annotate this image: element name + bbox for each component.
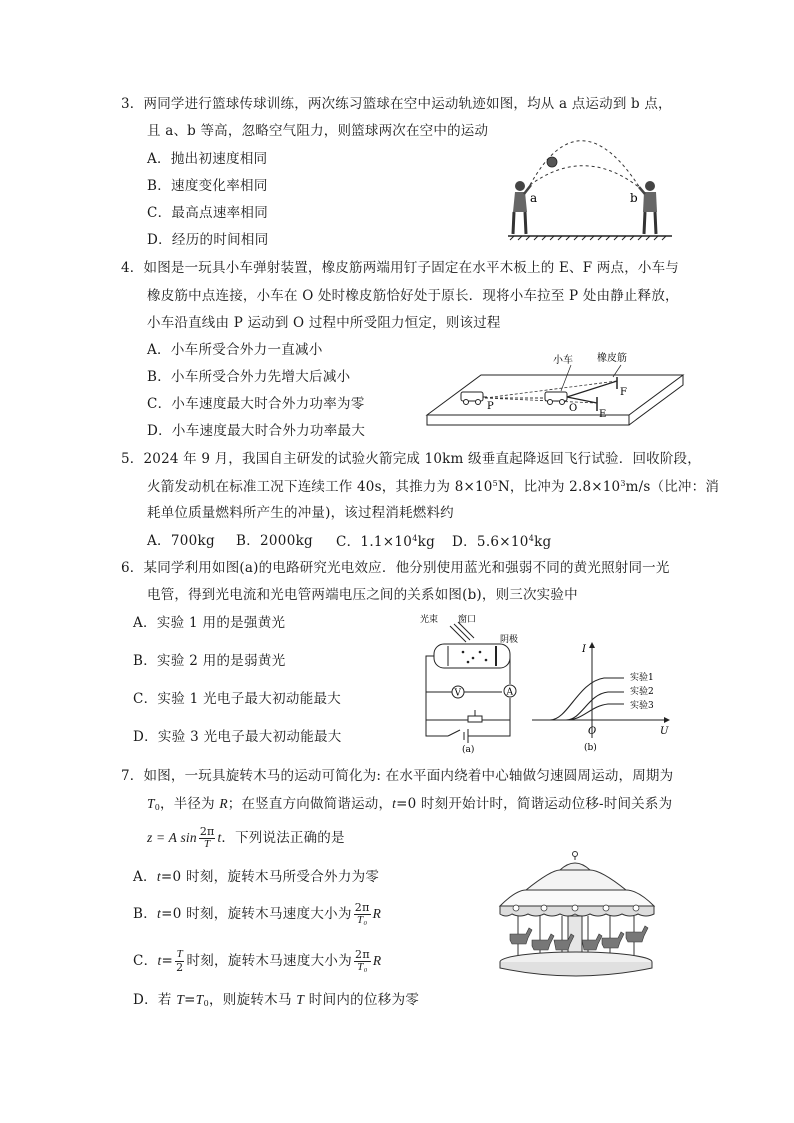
q4-stem-line1: 4．如图是一玩具小车弹射装置，橡皮筋两端用钉子固定在水平木板上的 E、F 两点，小车与 [121, 260, 679, 276]
q3-basketball-figure [500, 140, 680, 245]
q5-option-b[interactable]: B．2000kg [236, 533, 313, 549]
label-P: P [487, 401, 494, 412]
series-1-curve [550, 678, 624, 720]
label-I: I [582, 644, 586, 655]
q4-option-a[interactable]: A．小车所受合外力一直减小 [147, 342, 323, 358]
label-light: 光束 [420, 615, 439, 625]
series-3-label: 实验3 [630, 701, 654, 711]
q6-option-a[interactable]: A．实验 1 用的是强黄光 [133, 615, 286, 631]
q3-option-b[interactable]: B．速度变化率相同 [147, 178, 268, 194]
q7-formula-line: z = A sin $\frac{2\pi}{T}$ t．下列说法正确的是 [147, 825, 345, 850]
q3-option-c[interactable]: C．最高点速率相同 [147, 205, 269, 221]
q7-option-b[interactable]: B．t=0 时刻，旋转木马速度大小为 $\frac{2\pi}{\text{T₀}}$ R [133, 901, 382, 926]
q3-stem-line2: 且 a、b 等高，忽略空气阻力，则篮球两次在空中的运动 [147, 123, 489, 139]
label-car: 小车 [553, 355, 573, 366]
q3-option-a[interactable]: A．抛出初速度相同 [147, 151, 268, 167]
q7-carousel-figure [496, 850, 666, 978]
q6-option-c[interactable]: C．实验 1 光电子最大初动能最大 [133, 691, 342, 707]
label-U: U [660, 726, 669, 737]
label-fig-a: (a) [462, 745, 475, 754]
label-b: b [630, 191, 638, 205]
q4-stem-line3: 小车沿直线由 P 运动到 O 过程中所受阻力恒定，则该过程 [147, 315, 501, 331]
q7-option-c[interactable]: C．t= $\frac{T}{2}$ 时刻，旋转木马速度大小为 $\frac{2\pi}{\text{T₀}}$ R [133, 948, 382, 974]
q5-stem-line1: 5．2024 年 9 月，我国自主研发的试验火箭完成 10km 级垂直起降返回飞行试验．回收阶段， [121, 451, 701, 467]
q4-option-d[interactable]: D．小车速度最大时合外力功率最大 [147, 423, 366, 439]
q6-stem-line2: 电管，得到光电流和光电管两端电压之间的关系如图(b)，则三次实验中 [147, 587, 578, 603]
label-F: F [620, 387, 627, 398]
q6-option-b[interactable]: B．实验 2 用的是弱黄光 [133, 653, 286, 669]
q6-stem-line1: 6．某同学利用如图(a)的电路研究光电效应．他分别使用蓝光和强弱不同的黄光照射同一光 [121, 560, 670, 576]
label-cathode: 阴极 [500, 635, 519, 645]
right-player-icon [639, 181, 657, 234]
label-fig-b: (b) [584, 743, 597, 753]
q5-stem-line3: 耗单位质量燃料所产生的冲量)，该过程消耗燃料约 [147, 505, 454, 521]
q4-option-c[interactable]: C．小车速度最大时合外力功率为零 [147, 396, 365, 412]
q6-circuit-figure-a [418, 612, 528, 754]
q3-option-d[interactable]: D．经历的时间相同 [147, 232, 269, 248]
q4-option-b[interactable]: B．小车所受合外力先增大后减小 [147, 369, 351, 385]
q4-stem-line2: 橡皮筋中点连接，小车在 O 处时橡皮筋恰好处于原长．现将小车拉至 P 处由静止释放， [147, 288, 679, 304]
label-O: O [588, 726, 597, 737]
series-2-label: 实验2 [630, 687, 654, 697]
q6-option-d[interactable]: D．实验 3 光电子最大初动能最大 [133, 729, 342, 745]
q4-slingshot-figure [425, 345, 685, 430]
q7-option-d[interactable]: D．若 $T=T_0$，则旋转木马 T 时间内的位移为零 [133, 992, 420, 1008]
q7-stem-line2: $T_0$，半径为 R；在竖直方向做简谐运动，t=0 时刻开始计时，简谐运动位移-时间关系为 [147, 796, 673, 812]
q6-iu-graph-figure-b [528, 640, 672, 754]
q3-stem-line1: 3．两同学进行篮球传球训练，两次练习篮球在空中运动轨迹如图，均从 a 点运动到 b 点， [121, 96, 672, 112]
q7-option-a[interactable]: A．t=0 时刻，旋转木马所受合外力为零 [133, 869, 380, 885]
label-V: V [454, 688, 461, 699]
left-player-icon [513, 181, 531, 234]
label-window: 窗口 [458, 615, 477, 625]
series-2-curve [566, 692, 624, 720]
q7-stem-line1: 7．如图，一玩具旋转木马的运动可简化为: 在水平面内绕着中心轴做匀速圆周运动，周期为 [121, 768, 674, 784]
label-band: 橡皮筋 [597, 353, 627, 364]
q5-option-a[interactable]: A．700kg [147, 533, 215, 549]
label-A: A [506, 687, 513, 698]
q5-option-d[interactable]: D．$5.6\times 10^4kg$ [452, 534, 552, 550]
label-O: O [569, 403, 578, 414]
series-1-label: 实验1 [630, 673, 654, 683]
q5-option-c[interactable]: C．$1.1\times 10^4kg$ [336, 534, 436, 550]
label-E: E [599, 409, 607, 420]
q5-stem-line2: 火箭发动机在标准工况下连续工作 40s，其推力为 $8\times 10^5N$，比冲为 $2.8\times 10^3m/s$（比冲：消 [147, 479, 720, 495]
label-a: a [530, 191, 538, 205]
